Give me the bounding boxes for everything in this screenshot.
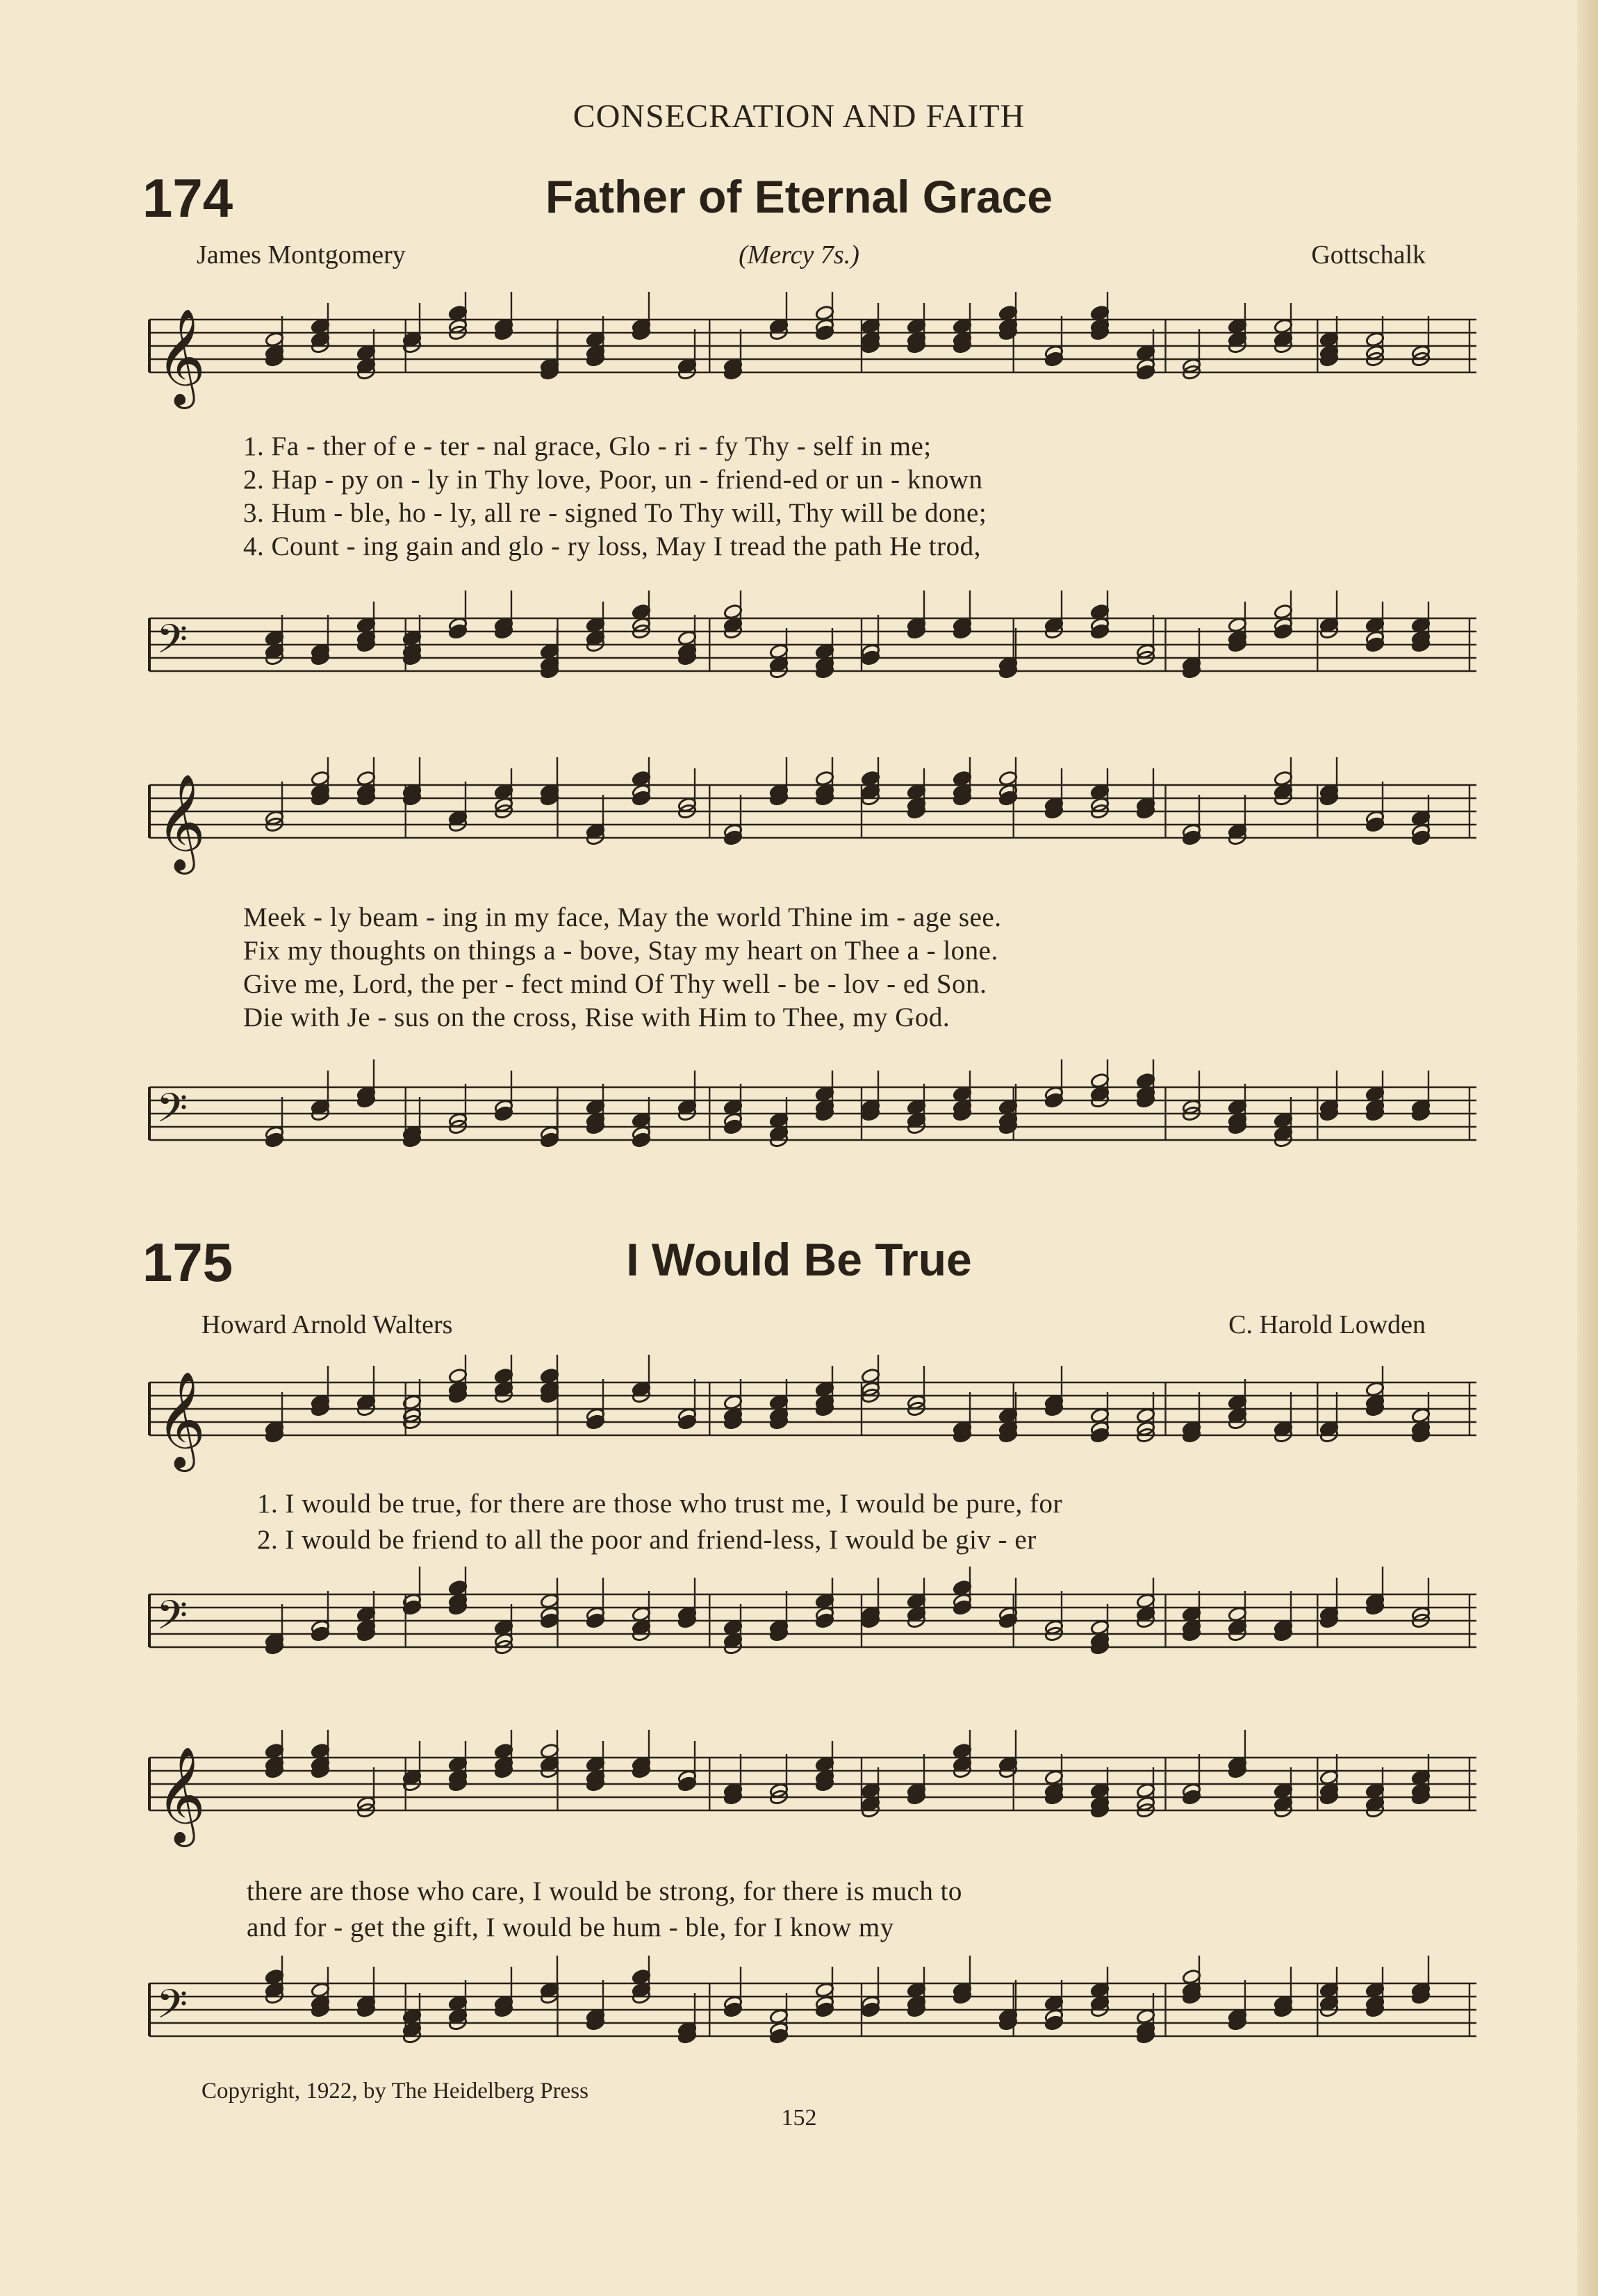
verse-line: there are those who care, I would be strong, for there is much to xyxy=(247,1876,962,1906)
bass-clef-icon: 𝄢 xyxy=(156,1592,188,1649)
verse-line: Fix my thoughts on things a - bove, Stay my heart on Thee a - lone. xyxy=(243,936,998,966)
verse-line: 3. Hum - ble, ho - ly, all re - signed To Thy will, Thy will be done; xyxy=(243,498,987,528)
treble-staff xyxy=(142,757,1483,875)
bass-staff xyxy=(142,590,1483,709)
bass-clef-icon: 𝄢 xyxy=(156,1981,188,2038)
treble-staff xyxy=(142,1730,1483,1848)
hymn-title: Father of Eternal Grace xyxy=(545,171,1053,222)
verse-line: 4. Count - ing gain and glo - ry loss, May I tread the path He trod, xyxy=(243,531,981,561)
hymn-number: 175 xyxy=(142,1232,233,1293)
section-heading: CONSECRATION AND FAITH xyxy=(573,98,1025,135)
treble-clef-icon: 𝄞 xyxy=(156,308,206,405)
treble-staff xyxy=(142,292,1483,410)
hymn-author: Howard Arnold Walters xyxy=(201,1310,453,1339)
hymn-composer: Gottschalk xyxy=(1311,240,1426,270)
copyright-notice: Copyright, 1922, by The Heidelberg Press xyxy=(201,2079,588,2104)
verse-line: Give me, Lord, the per - fect mind Of Thy well - be - lov - ed Son. xyxy=(243,969,987,999)
bass-clef-icon: 𝄢 xyxy=(156,1084,188,1141)
verse-line: 1. I would be true, for there are those who trust me, I would be pure, for xyxy=(257,1489,1062,1519)
treble-staff xyxy=(142,1355,1483,1473)
verse-line: 1. Fa - ther of e - ter - nal grace, Glo - ri - fy Thy - self in me; xyxy=(243,431,932,461)
verse-line: Die with Je - sus on the cross, Rise with Him to Thee, my God. xyxy=(243,1002,950,1032)
hymn-number: 174 xyxy=(142,167,233,229)
page-edge xyxy=(1577,0,1598,2296)
treble-clef-icon: 𝄞 xyxy=(156,1371,206,1468)
treble-clef-icon: 𝄞 xyxy=(156,1746,206,1843)
hymn-tune: (Mercy 7s.) xyxy=(739,240,859,270)
verse-line: 2. I would be friend to all the poor and friend-less, I would be giv - er xyxy=(257,1525,1037,1555)
verse-line: 2. Hap - py on - ly in Thy love, Poor, un - friend-ed or un - known xyxy=(243,465,983,495)
bass-staff xyxy=(142,1567,1483,1685)
page-number: 152 xyxy=(781,2105,817,2131)
bass-clef-icon: 𝄢 xyxy=(156,616,188,672)
bass-staff xyxy=(142,1059,1483,1178)
treble-clef-icon: 𝄞 xyxy=(156,774,206,870)
verse-line: and for - get the gift, I would be hum - ble, for I know my xyxy=(247,1913,894,1942)
hymn-composer: C. Harold Lowden xyxy=(1228,1310,1426,1339)
hymn-title: I Would Be True xyxy=(626,1234,972,1285)
bass-staff xyxy=(142,1956,1483,2074)
verse-line: Meek - ly beam - ing in my face, May the world Thine im - age see. xyxy=(243,902,1002,932)
hymn-author: James Montgomery xyxy=(197,240,406,270)
